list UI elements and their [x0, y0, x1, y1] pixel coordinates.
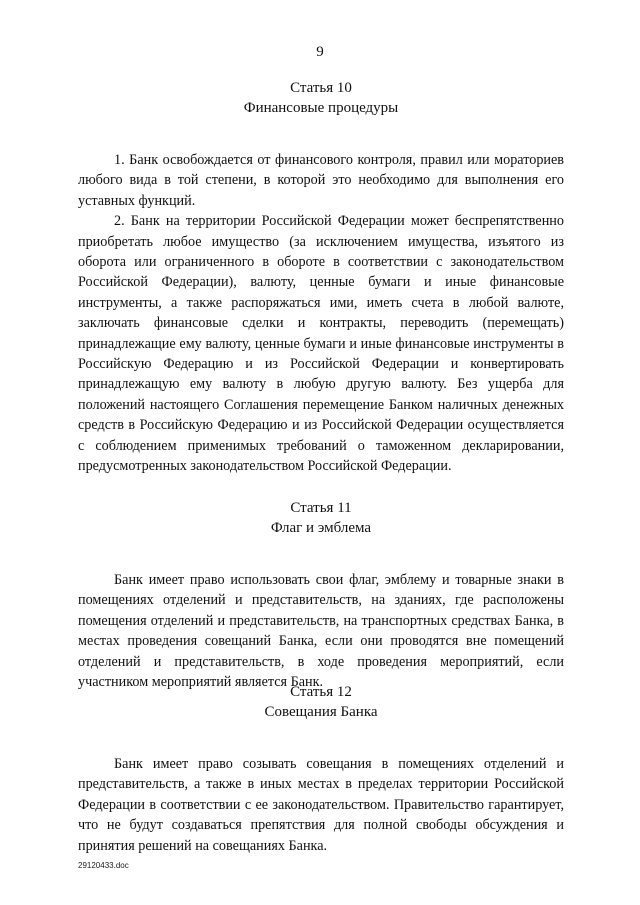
paragraph: Банк имеет право созывать совещания в помещениях отделений и представительств, а также в иных местах в пределах территории Российской Федерации в соответствии с ее законодательством. Правительство гарантирует, что не будут создаваться препятствия для полной свободы обсуждения и принятия решений на совещаниях Банка.	[78, 756, 564, 854]
article-title: Статья 12	[290, 684, 352, 700]
paragraph: 2. Банк на территории Российской Федерации может беспрепятственно приобретать любое имущество (за исключением имущества, изъятого из оборота или ограниченного в обороте в соответствии с законодательством Российской Федерации), валюту, ценные бумаги и иные финансовые инструменты, а также распоряжаться ими, иметь счета в любой валюте, заключать финансовые сделки и контракты, переводить (перемещать) принадлежащие ему валюту, ценные бумаги и иные финансовые инструменты в Российскую Федерацию и из Российской Федерации и конвертировать принадлежащую ему валюту в любую другую валюту. Без ущерба для положений настоящего Соглашения перемещение Банком наличных денежных средств в Российскую Федерацию и из Российской Федерации осуществляется с соблюдением применимых требований о таможенном декларировании, предусмотренных законодательством Российской Федерации.	[78, 213, 564, 475]
page-number: 9	[316, 44, 324, 60]
article-10	[78, 78, 564, 477]
article-title: Статья 11	[290, 500, 352, 516]
article-body	[78, 754, 564, 856]
paragraph: Банк имеет право использовать свои флаг, эмблему и товарные знаки в помещениях отделений и представительств, на зданиях, где расположены помещения отделений и представительств, на транспортных средствах Банка, в местах проведения совещаний Банка, если они проводятся вне помещений отделений и представительств, в ходе проведения мероприятий, если участником мероприятий является Банк.	[78, 572, 564, 691]
paragraph: 1. Банк освобождается от финансового контроля, правил или мораториев любого вида в той степени, в которой это необходимо для выполнения его уставных функций.	[78, 152, 564, 209]
article-body	[78, 150, 564, 477]
article-11	[78, 498, 564, 692]
article-subtitle: Флаг и эмблема	[270, 520, 372, 536]
article-title: Статья 10	[290, 80, 352, 96]
article-12	[78, 682, 564, 856]
document-filename: 29120433.doc	[78, 861, 129, 870]
article-subtitle: Финансовые процедуры	[243, 100, 399, 116]
article-subtitle: Совещания Банка	[264, 704, 378, 720]
article-body	[78, 570, 564, 692]
